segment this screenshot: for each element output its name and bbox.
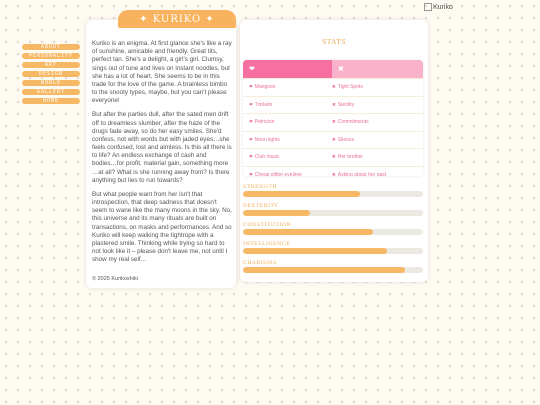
cross-icon: ✖ xyxy=(332,154,336,160)
copyright: © 2025 Kurikoshiki xyxy=(92,276,138,282)
heart-icon: ❤ xyxy=(249,171,253,176)
bio-paragraph: Kuriko is an enigma. At first glance she's like a ray of sunshine, amicable and friendly. Great tits, perfect tan. She's a delight, a girl's girl. Clumsy, sings out of tune and lives on instant noodles, but she has a lot of heart. She seems to be in this trade for the love of the game. A brainless bimbo to the snooty types, maybe, but you can't please everyone! xyxy=(92,40,232,105)
table-row xyxy=(243,148,423,166)
header-image xyxy=(424,3,453,11)
broken-image-icon xyxy=(424,3,432,11)
dislike-cell: ✖ Commitments xyxy=(332,119,369,126)
bio-paragraph: But after the parties dull, after the sated men drift off to dreamless slumber, after the haze of the drugs fade away, so do her easy smiles. She'd confess, not with words but with jaded eyes…she feels confused, lost and aimless. Is this all there is to life? An endless exchange of cash and bodies…for profit, material gain, something more …at all? What is she running away from? Is there anything but lies to run towards? xyxy=(92,111,232,184)
dislike-cell: ✖ Sterility xyxy=(332,101,355,108)
stat-bar-charisma xyxy=(243,267,423,273)
dislike-cell: ✖ Silence xyxy=(332,136,355,143)
stat-label-constitution: CONSTITUTION xyxy=(243,222,292,228)
page-title: ✦ KURIKO ✦ xyxy=(118,10,236,28)
stat-bar-strength xyxy=(243,191,423,197)
like-cell: ❤ Mangoes xyxy=(249,84,276,91)
stat-label-strength: STRENGTH xyxy=(243,184,278,190)
stat-label-intelligence: INTELLIGENCE xyxy=(243,241,291,247)
dislike-cell: ✖ Tight Spots xyxy=(332,84,363,91)
heart-icon: ❤ xyxy=(249,101,253,107)
heart-icon: ❤ xyxy=(243,60,332,78)
dislike-cell: ✖ Her brother xyxy=(332,154,364,161)
stat-fill xyxy=(243,191,360,197)
like-cell: ❤ Trinkets xyxy=(249,101,273,108)
stat-bar-intelligence xyxy=(243,248,423,254)
stat-fill xyxy=(243,210,310,216)
table-row xyxy=(243,78,423,96)
table-row xyxy=(243,166,423,177)
cross-icon: ✖ xyxy=(332,60,423,78)
nav-world[interactable]: WORLD xyxy=(22,80,80,86)
bio-text xyxy=(92,40,232,270)
stats-title: STATS xyxy=(321,38,347,46)
like-cell: ❤ Cheap glitter eyeliner xyxy=(249,171,303,176)
header-image-alt: Kuriko xyxy=(433,3,453,11)
stat-label-dexterity: DEXTERITY xyxy=(243,203,279,209)
nav-design[interactable]: DESIGN xyxy=(22,71,80,77)
sidebar-nav xyxy=(22,44,80,107)
table-header xyxy=(243,60,423,78)
cross-icon: ✖ xyxy=(332,171,336,176)
stat-bar-constitution xyxy=(243,229,423,235)
cross-icon: ✖ xyxy=(332,101,336,107)
nav-about[interactable]: ABOUT xyxy=(22,44,80,50)
bio-paragraph: But what people want from her isn't that introspection, that deep sadness that doesn't seem to wane like the many moons in the sky. No, this universe and its many rituals are built on transactions, on masks and performances. And so Kuriko will keep walking the tightrope with a plastered smile. Thinking while trying so hard to not look like it – please don't leave me, not until I show my real self… xyxy=(92,190,232,264)
nav-art[interactable]: ART xyxy=(22,62,80,68)
heart-icon: ❤ xyxy=(249,136,253,142)
stat-fill xyxy=(243,229,373,235)
dislike-cell: ✖ Asking about her past xyxy=(332,171,387,176)
likes-dislikes-table xyxy=(243,60,423,176)
stat-fill xyxy=(243,248,387,254)
table-row xyxy=(243,96,423,114)
heart-icon: ❤ xyxy=(249,84,253,90)
cross-icon: ✖ xyxy=(332,119,336,125)
like-cell: ❤ Club music xyxy=(249,154,280,161)
nav-home[interactable]: HOME xyxy=(22,98,80,104)
stat-bar-dexterity xyxy=(243,210,423,216)
table-row xyxy=(243,113,423,131)
stat-label-charisma: CHARISMA xyxy=(243,260,277,266)
table-row xyxy=(243,131,423,149)
stat-fill xyxy=(243,267,405,273)
nav-gallery[interactable]: GALLERY xyxy=(22,89,80,95)
heart-icon: ❤ xyxy=(249,154,253,160)
like-cell: ❤ Neon lights xyxy=(249,136,280,143)
like-cell: ❤ Petrichor xyxy=(249,119,275,126)
cross-icon: ✖ xyxy=(332,136,336,142)
heart-icon: ❤ xyxy=(249,119,253,125)
cross-icon: ✖ xyxy=(332,84,336,90)
nav-personality[interactable]: PERSONALITY xyxy=(22,53,80,59)
